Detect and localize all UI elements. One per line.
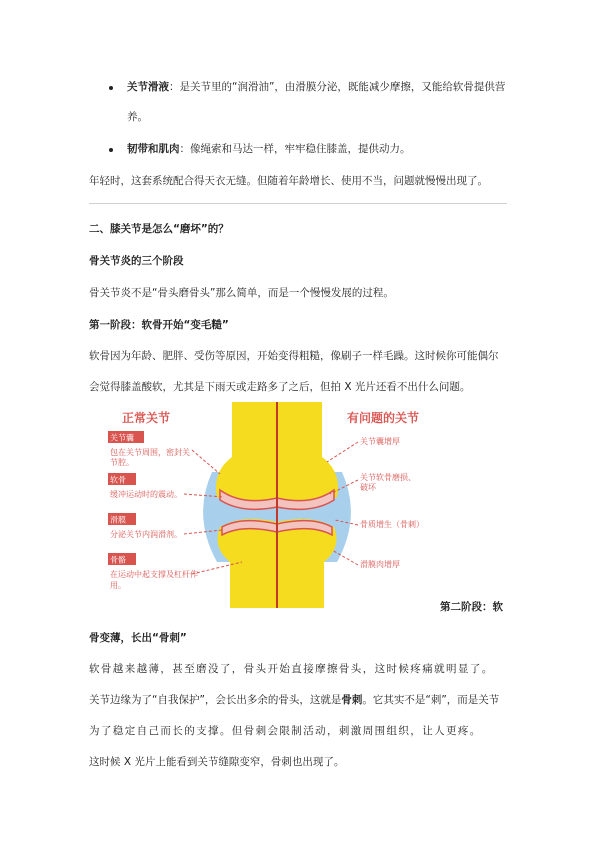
bullet-item-ligament-muscle	[109, 142, 411, 156]
label-capsule-head: 关节囊	[110, 433, 134, 443]
label-bone-spur: 骨质增生（骨刺）	[360, 520, 424, 529]
label-bone-head: 骨骼	[110, 555, 126, 565]
bullet-term: 韧带和肌肉	[127, 143, 180, 155]
label-cartilage-desc: 缓冲运动时的震动。	[110, 490, 182, 499]
divider	[89, 203, 507, 204]
stage2-line-2-text: 关节边缘为了“自我保护”，会长出多余的骨头，这就是	[89, 694, 342, 706]
label-capsule-thick: 关节囊增厚	[360, 437, 400, 446]
label-cartilage-worn: 关节软骨磨损、	[360, 473, 416, 482]
label-synovium-thick: 滑膜肉增厚	[360, 560, 400, 569]
bullet-text: ：是关节里的“润滑油”，由滑膜分泌，既能减少摩擦，又能给软骨提供营	[169, 81, 506, 93]
normal-joint-title: 正常关节	[122, 411, 171, 425]
bullet-item-synovial-fluid	[109, 80, 529, 94]
stage2-line-2	[89, 693, 499, 707]
label-bone-desc2: 用。	[110, 581, 126, 590]
subsection-title: 骨关节炎的三个阶段	[89, 255, 184, 267]
stage2-line-4: 这时候 X 光片上能看到关节缝隙变窄，骨刺也出现了。	[89, 756, 345, 768]
problem-joint-title: 有问题的关节	[347, 411, 420, 425]
stage2-line-1: 软骨越来越薄，甚至磨没了，骨头开始直接摩擦骨头，这时候疼痛就明显了。	[89, 663, 494, 675]
bullet-continuation: 养。	[127, 111, 148, 123]
bullet-text: ：像绳索和马达一样，牢牢稳住膝盖，提供动力。	[179, 143, 411, 155]
stage1-line-1: 软骨因为年龄、肥胖、受伤等原因，开始变得粗糙，像刷子一样毛躁。这时候你可能偶尔	[89, 350, 499, 362]
stage2-title-part2: 骨变薄，长出“骨刺”	[89, 632, 187, 644]
stage1-title: 第一阶段：软骨开始“变毛糙”	[89, 319, 229, 331]
label-capsule-desc2: 节腔。	[110, 458, 134, 467]
paragraph-intro: 年轻时，这套系统配合得天衣无缝。但随着年龄增长、使用不当，问题就慢慢出现了。	[89, 175, 488, 187]
knee-joint-diagram	[92, 402, 424, 608]
bullet-term: 关节滑液	[127, 81, 169, 93]
label-bone-desc: 在运动中起支撑及杠杆作	[110, 570, 198, 579]
label-synovium-head: 滑膜	[110, 515, 126, 525]
label-cartilage-worn2: 破坏	[360, 483, 376, 492]
stage2-bold-term: 骨刺	[341, 694, 363, 706]
bullet-dot	[109, 86, 113, 90]
bullet-dot	[109, 148, 113, 152]
stage2-line-2-rest: 。它其实不是“刺”，而是关节	[362, 694, 500, 706]
label-synovium-desc: 分泌关节内润滑剂。	[110, 530, 182, 539]
stage2-title-part1: 第二阶段：软	[440, 601, 503, 613]
stage1-line-2: 会觉得膝盖酸软，尤其是下雨天或走路多了之后，但拍 X 光片还看不出什么问题。	[89, 381, 471, 393]
paragraph-stages: 骨关节炎不是“骨头磨骨头”那么简单，而是一个慢慢发展的过程。	[89, 287, 394, 299]
section-title: 二、膝关节是怎么“磨坏”的？	[89, 223, 229, 235]
label-capsule-desc: 包在关节周围，密封关	[110, 448, 190, 457]
stage2-line-3: 为了稳定自己而长的支撑。但骨刺会限制活动，刺激周围组织，让人更疼。	[89, 725, 482, 737]
label-cartilage-head: 软骨	[110, 475, 126, 485]
